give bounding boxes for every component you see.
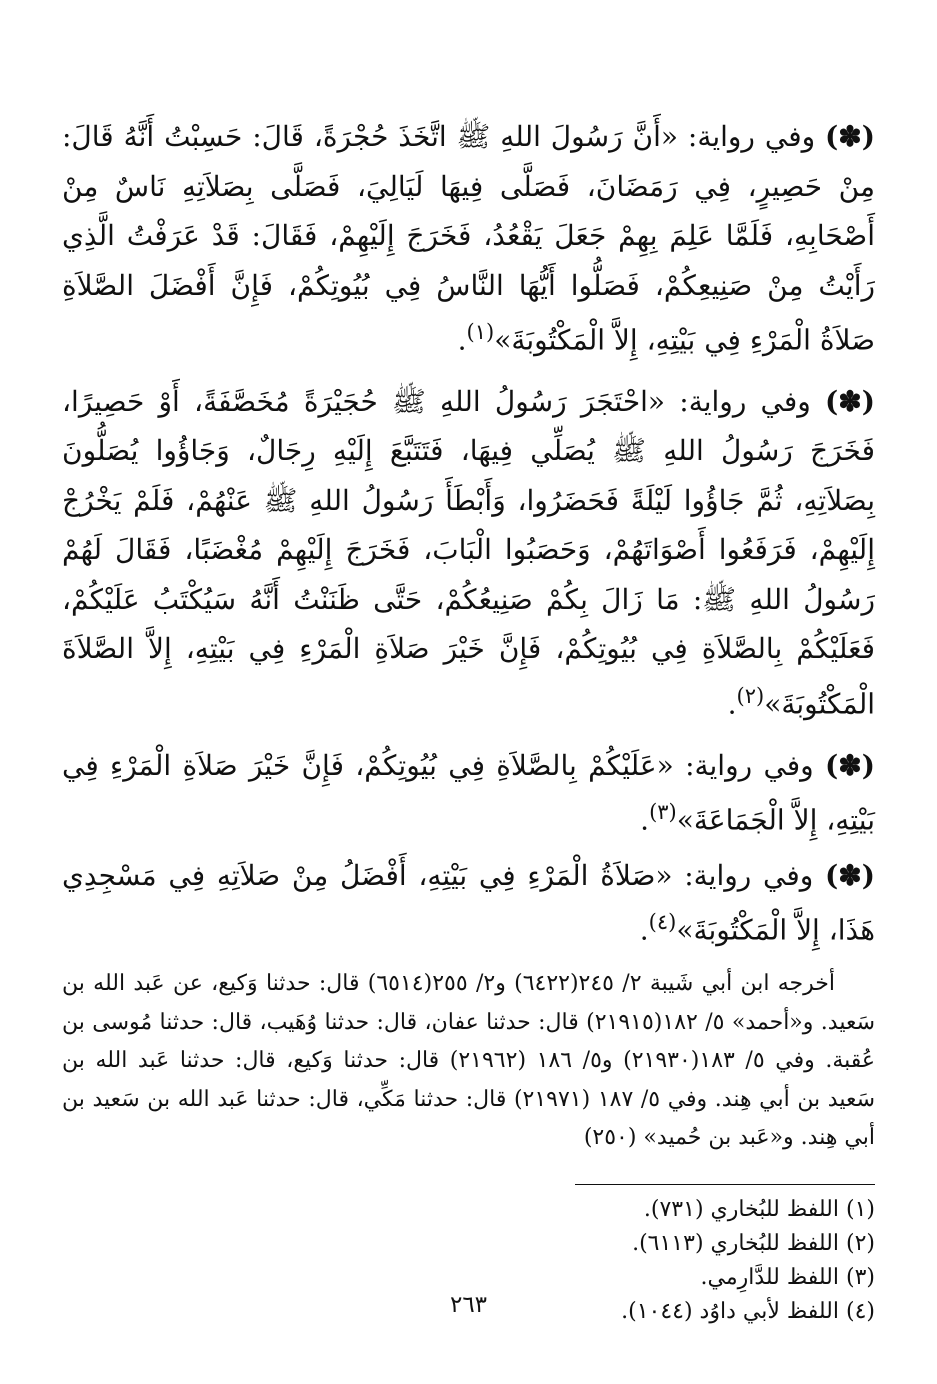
footnote-ref: (٢) — [736, 683, 765, 708]
takhrij-text: أخرجه ابن أبي شَيبة ٢/ ٢٤٥(٦٤٢٢) و٢/ ٢٥٥(٦٥١٤) قال: حدثنا وَكيع، عن عَبد الله بن سَعيد. و«أحمد» ٥/ ١٨٢(٢١٩١٥) قال: حدثنا عفان، قال: حدثنا وُهَيب، قال: حدثنا مُوسى بن عُقبة. وفي ٥/ ١٨٣(٢١٩٣٠) و٥/ ١٨٦ (٢١٩٦٢) قال: حدثنا وَكيع، قال: حدثنا عَبد الله بن سَعيد بن أبي هِند. وفي ٥/ ١٨٧ (٢١٩٧١) قال: حدثنا مَكِّي، قال: حدثنا عَبد الله بن سَعيد بن أبي هِند. و«عَبد بن حُميد» (٢٥٠) — [62, 971, 876, 1151]
narration-paragraph-1: (✽) وفي رواية: «أَنَّ رَسُولَ اللهِ ﷺ اتَّخَذَ حُجْرَةً، قَالَ: حَسِبْتُ أَنَّهُ قَالَ: مِنْ حَصِيرٍ، فِي رَمَضَانَ، فَصَلَّى فِيهَا لَيَالِيَ، فَصَلَّى بِصَلاَتِهِ نَاسٌ مِنْ أَصْحَابِهِ، فَلَمَّا عَلِمَ بِهِمْ جَعَلَ يَقْعُدُ، فَخَرَجَ إِلَيْهِمْ، فَقَالَ: قَدْ عَرَفْتُ الَّذِي رَأَيْتُ مِنْ صَنِيعِكُمْ، فَصَلُّوا أَيُّهَا النَّاسُ فِي بُيُوتِكُمْ، فَإِنَّ أَفْضَلَ الصَّلاَةِ صَلاَةُ الْمَرْءِ فِي بَيْتِهِ، إِلاَّ الْمَكْتُوبَةَ»$^{(١)}$. — [62, 120, 875, 357]
footnote-ref: (٣) — [649, 800, 677, 825]
narration-text: وفي رواية: «عَلَيْكُمْ بِالصَّلاَةِ فِي بُيُوتِكُمْ، فَإِنَّ خَيْرَ صَلاَةِ الْمَرْءِ فِي بَيْتِهِ، إِلاَّ الْجَمَاعَةَ» — [62, 748, 875, 837]
footnote-divider — [575, 1184, 875, 1185]
footnote-1: (١) اللفظ للبُخاري (٧٣١). — [643, 1196, 875, 1222]
page-number: ٢٦٣ — [449, 1292, 488, 1318]
narration-text: وفي رواية: «صَلاَةُ الْمَرْءِ فِي بَيْتِهِ، أَفْضَلُ مِنْ صَلاَتِهِ فِي مَسْجِدِي هَذَا، إِلاَّ الْمَكْتُوبَةَ» — [62, 858, 875, 947]
narration-paragraph-2: (✽) وفي رواية: «احْتَجَرَ رَسُولُ اللهِ ﷺ حُجَيْرَةً مُخَصَّفَةً، أَوْ حَصِيرًا، فَخَرَجَ رَسُولُ اللهِ ﷺ يُصَلِّي فِيهَا، فَتَتَبَّعَ إِلَيْهِ رِجَالٌ، وَجَاؤُوا يُصَلُّونَ بِصَلاَتِهِ، ثُمَّ جَاؤُوا لَيْلَةً فَحَضَرُوا، وَأَبْطَأَ رَسُولُ اللهِ ﷺ عَنْهُمْ، فَلَمْ يَخْرُجْ إِلَيْهِمْ، فَرَفَعُوا أَصْوَاتَهُمْ، وَحَصَبُوا الْبَابَ، فَخَرَجَ إِلَيْهِمْ مُغْضَبًا، فَقَالَ لَهُمْ رَسُولُ اللهِ ﷺ: مَا زَالَ بِكُمْ صَنِيعُكُمْ، حَتَّى ظَنَنْتُ أَنَّهُ سَيُكْتَبُ عَلَيْكُمْ، فَعَلَيْكُمْ بِالصَّلاَةِ فِي بُيُوتِكُمْ، فَإِنَّ خَيْرَ صَلاَةِ الْمَرْءِ فِي بَيْتِهِ، إِلاَّ الصَّلاَةَ الْمَكْتُوبَةَ»$^{(٢)}$. — [62, 384, 876, 721]
footnote-3: (٣) اللفظ للدَّارِمي. — [700, 1264, 875, 1290]
star-marker: (✽) — [825, 120, 875, 153]
star-marker: (✽) — [825, 384, 876, 418]
narration-text: وفي رواية: «احْتَجَرَ رَسُولُ اللهِ ﷺ حُجَيْرَةً مُخَصَّفَةً، أَوْ حَصِيرًا، فَخَرَجَ رَسُولُ اللهِ ﷺ يُصَلِّي فِيهَا، فَتَتَبَّعَ إِلَيْهِ رِجَالٌ، وَجَاؤُوا يُصَلُّونَ بِصَلاَتِهِ، ثُمَّ جَاؤُوا لَيْلَةً فَحَضَرُوا، وَأَبْطَأَ رَسُولُ اللهِ ﷺ عَنْهُمْ، فَلَمْ يَخْرُجْ إِلَيْهِمْ، فَرَفَعُوا أَصْوَاتَهُمْ، وَحَصَبُوا الْبَابَ، فَخَرَجَ إِلَيْهِمْ مُغْضَبًا، فَقَالَ لَهُمْ رَسُولُ اللهِ ﷺ: مَا زَالَ بِكُمْ صَنِيعُكُمْ، حَتَّى ظَنَنْتُ أَنَّهُ سَيُكْتَبُ عَلَيْكُمْ، فَعَلَيْكُمْ بِالصَّلاَةِ فِي بُيُوتِكُمْ، فَإِنَّ خَيْرَ صَلاَةِ الْمَرْءِ فِي بَيْتِهِ، إِلاَّ الصَّلاَةَ الْمَكْتُوبَةَ» — [62, 384, 875, 721]
narration-paragraph-3: (✽) وفي رواية: «عَلَيْكُمْ بِالصَّلاَةِ فِي بُيُوتِكُمْ، فَإِنَّ خَيْرَ صَلاَةِ الْمَرْءِ فِي بَيْتِهِ، إِلاَّ الْجَمَاعَةَ»$^{(٣)}$. — [62, 748, 875, 837]
footnote-4: (٤) اللفظ لأبي داوُد (١٠٤٤). — [621, 1298, 875, 1324]
footnote-ref: (١) — [466, 320, 495, 344]
narration-paragraph-4: (✽) وفي رواية: «صَلاَةُ الْمَرْءِ فِي بَيْتِهِ، أَفْضَلُ مِنْ صَلاَتِهِ فِي مَسْجِدِي هَذَا، إِلاَّ الْمَكْتُوبَةَ»$^{(٤)}$. — [62, 858, 875, 947]
footnote-2: (٢) اللفظ للبُخاري (٦١١٣). — [632, 1230, 875, 1256]
star-marker: (✽) — [825, 858, 875, 892]
star-marker: (✽) — [825, 748, 875, 782]
narration-text: وفي رواية: «أَنَّ رَسُولَ اللهِ ﷺ اتَّخَذَ حُجْرَةً، قَالَ: حَسِبْتُ أَنَّهُ قَالَ: مِنْ حَصِيرٍ، فِي رَمَضَانَ، فَصَلَّى فِيهَا لَيَالِيَ، فَصَلَّى بِصَلاَتِهِ نَاسٌ مِنْ أَصْحَابِهِ، فَلَمَّا عَلِمَ بِهِمْ جَعَلَ يَقْعُدُ، فَخَرَجَ إِلَيْهِمْ، فَقَالَ: قَدْ عَرَفْتُ الَّذِي رَأَيْتُ مِنْ صَنِيعِكُمْ، فَصَلُّوا أَيُّهَا النَّاسُ فِي بُيُوتِكُمْ، فَإِنَّ أَفْضَلَ الصَّلاَةِ صَلاَةُ الْمَرْءِ فِي بَيْتِهِ، إِلاَّ الْمَكْتُوبَةَ» — [62, 120, 875, 357]
footnote-ref: (٤) — [648, 910, 677, 935]
